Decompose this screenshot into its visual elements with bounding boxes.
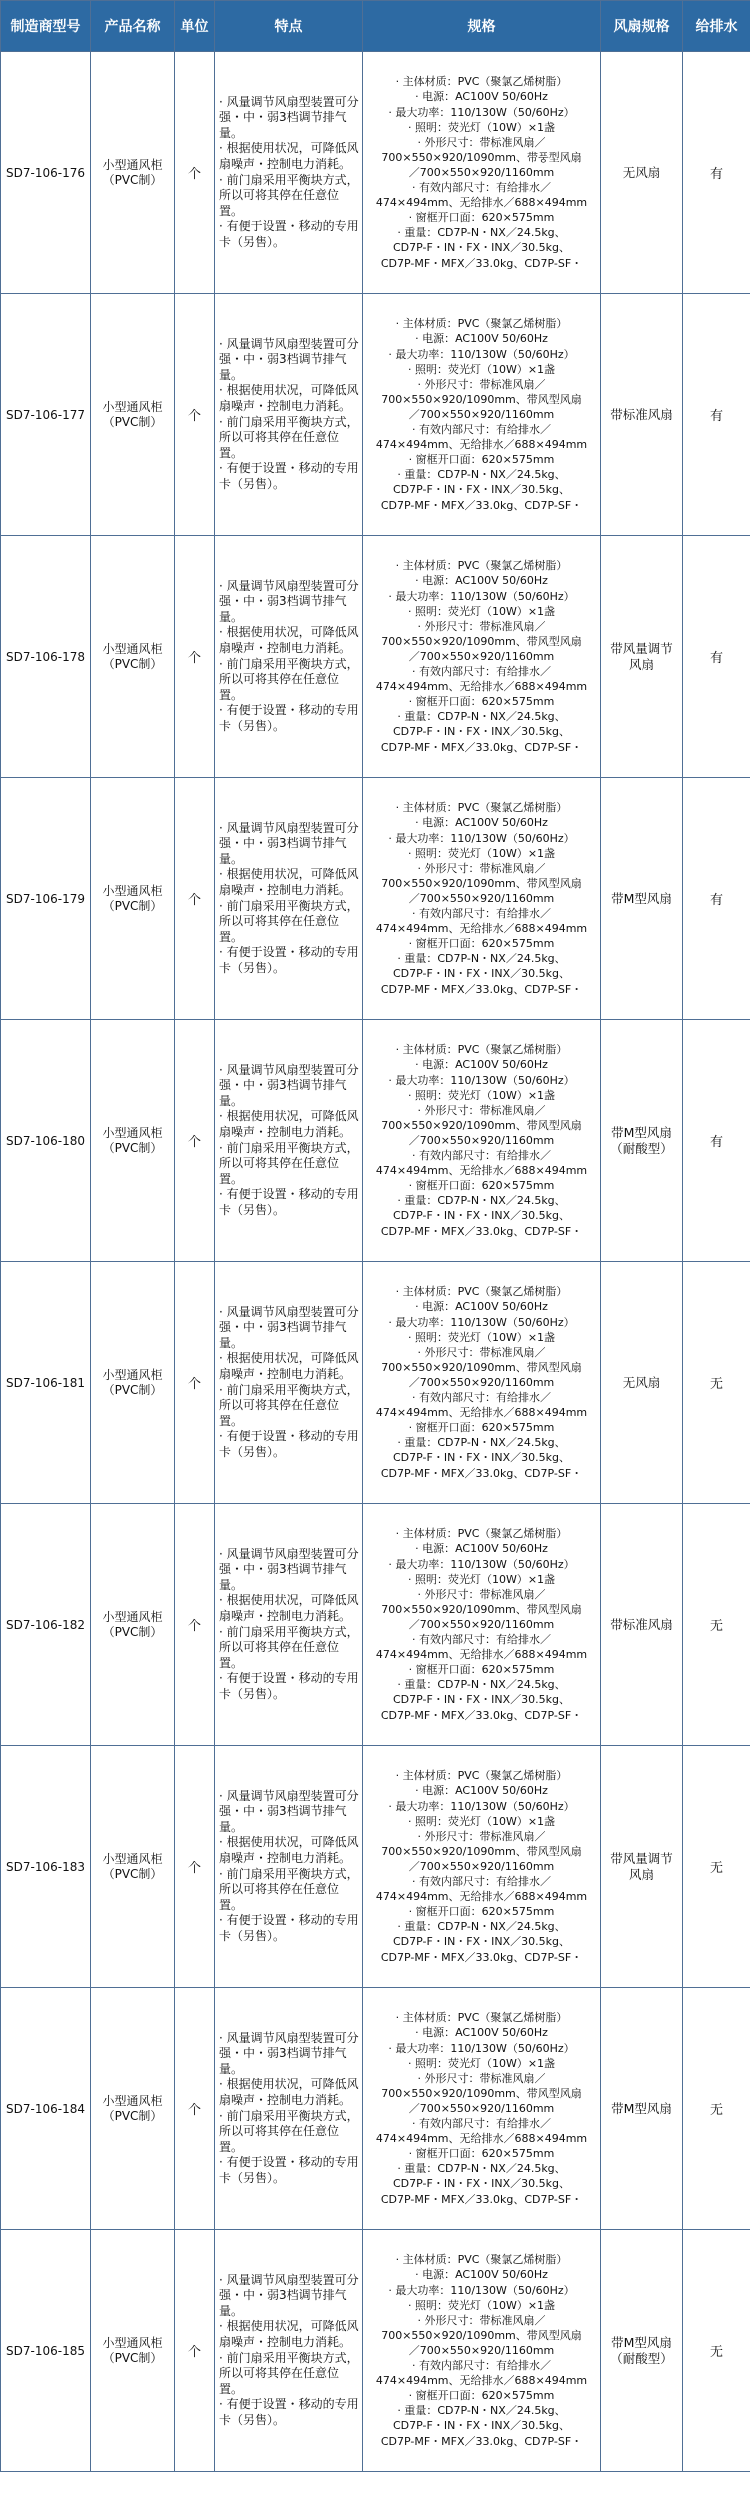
spec-line: · 外形尺寸：带标准风扇／ (417, 1829, 546, 1843)
spec-line: · 最大功率：110/130W（50/60Hz） (388, 1315, 575, 1329)
spec-line: · 照明：荧光灯（10W）×1盏 (407, 120, 556, 134)
product-name-line: 小型通风柜 (102, 1125, 163, 1140)
product-name-cell (91, 778, 175, 1020)
product-name-line: （PVC制） (102, 2108, 163, 2123)
table-body (1, 52, 750, 2472)
spec-line: · 外形尺寸：带标准风扇／ (417, 1345, 546, 1359)
fan-spec-cell (601, 52, 683, 294)
spec-line: ／700×550×920/1160mm (408, 1133, 555, 1147)
table-row (1, 1988, 750, 2230)
spec-line: · 有效内部尺寸：有给排水／ (412, 1391, 551, 1405)
water-cell: 有 (683, 294, 750, 536)
product-name-line: （PVC制） (102, 1140, 163, 1155)
feature-item: · 前门扇采用平衡块方式，所以可将其停在任意位置。 (219, 2350, 359, 2396)
table-row (1, 1746, 750, 1988)
product-name-cell (91, 1746, 175, 1988)
fan-spec-line: （耐酸型） (610, 1140, 673, 1156)
feature-item: · 有便于设置・移动的专用卡（另售）。 (219, 1671, 359, 1701)
spec-line: CD7P-F・IN・FX・INX／30.5kg、 (392, 2177, 571, 2191)
table-header (1, 1, 750, 52)
features-cell (215, 1988, 363, 2230)
spec-line: 474×494mm、无给排水／688×494mm (375, 680, 588, 694)
fan-spec-line: 带M型风扇 (611, 2100, 672, 2116)
spec-line: ／700×550×920/1160mm (408, 1617, 555, 1631)
feature-item: · 前门扇采用平衡块方式，所以可将其停在任意位置。 (219, 898, 359, 944)
header-row (1, 1, 750, 52)
spec-line: · 照明：荧光灯（10W）×1盏 (407, 604, 556, 618)
feature-item: · 风量调节风扇型装置可分强・中・弱3档调节排气量。 (219, 2030, 359, 2076)
spec-line: 474×494mm、无给排水／688×494mm (375, 1648, 588, 1662)
product-name-line: 小型通风柜 (102, 883, 163, 898)
feature-item: · 前门扇采用平衡块方式，所以可将其停在任意位置。 (219, 414, 359, 460)
product-name-cell (91, 1262, 175, 1504)
spec-cell (363, 1746, 601, 1988)
feature-item: · 前门扇采用平衡块方式，所以可将其停在任意位置。 (219, 1382, 359, 1428)
features-cell (215, 1020, 363, 1262)
spec-line: 474×494mm、无给排水／688×494mm (375, 2374, 588, 2388)
unit-cell: 个 (175, 536, 215, 778)
feature-item: · 风量调节风扇型装置可分强・中・弱3档调节排气量。 (219, 1546, 359, 1592)
unit-cell: 个 (175, 294, 215, 536)
feature-item: · 有便于设置・移动的专用卡（另售）。 (219, 703, 359, 733)
header-fan-spec: 风扇规格 (601, 1, 683, 52)
feature-item: · 风量调节风扇型装置可分强・中・弱3档调节排气量。 (219, 1062, 359, 1108)
feature-item: · 根据使用状况，可降低风扇噪声・控制电力消耗。 (219, 141, 359, 171)
spec-line: 474×494mm、无给排水／688×494mm (375, 1406, 588, 1420)
features-cell (215, 1746, 363, 1988)
water-cell: 无 (683, 1262, 750, 1504)
spec-line: 474×494mm、无给排水／688×494mm (375, 1164, 588, 1178)
unit-cell: 个 (175, 1504, 215, 1746)
fan-spec-line: 带标准风扇 (610, 1616, 673, 1632)
spec-line: · 外形尺寸：带标准风扇／ (417, 2313, 546, 2327)
spec-line: · 主体材质：PVC（聚氯乙烯树脂） (395, 317, 568, 331)
fan-spec-line: 带M型风扇 (611, 890, 672, 906)
features-cell (215, 536, 363, 778)
spec-cell (363, 1504, 601, 1746)
product-name-line: （PVC制） (102, 172, 163, 187)
feature-item: · 根据使用状况，可降低风扇噪声・控制电力消耗。 (219, 867, 359, 897)
fan-spec-cell (601, 294, 683, 536)
spec-line: · 最大功率：110/130W（50/60Hz） (388, 1557, 575, 1571)
spec-cell (363, 536, 601, 778)
spec-line: · 重量：CD7P-N・NX／24.5kg、 (397, 1194, 566, 1208)
feature-item: · 风量调节风扇型装置可分强・中・弱3档调节排气量。 (219, 820, 359, 866)
spec-cell (363, 294, 601, 536)
spec-line: · 有效内部尺寸：有给排水／ (412, 423, 551, 437)
spec-line: CD7P-F・IN・FX・INX／30.5kg、 (392, 483, 571, 497)
product-name-line: 小型通风柜 (102, 2335, 163, 2350)
feature-item: · 前门扇采用平衡块方式，所以可将其停在任意位置。 (219, 2108, 359, 2154)
spec-line: · 最大功率：110/130W（50/60Hz） (388, 105, 575, 119)
product-name-line: 小型通风柜 (102, 641, 163, 656)
feature-item: · 前门扇采用平衡块方式，所以可将其停在任意位置。 (219, 172, 359, 218)
table-row (1, 536, 750, 778)
spec-line: CD7P-F・IN・FX・INX／30.5kg、 (392, 1693, 571, 1707)
model-code-cell: SD7-106-181 (1, 1262, 91, 1504)
product-name-line: （PVC制） (102, 1382, 163, 1397)
model-code-cell: SD7-106-176 (1, 52, 91, 294)
spec-line: · 有效内部尺寸：有给排水／ (412, 181, 551, 195)
spec-line: ／700×550×920/1160mm (408, 2101, 555, 2115)
spec-line: CD7P-MF・MFX／33.0kg、CD7P-SF・ (380, 2434, 583, 2448)
feature-item: · 根据使用状况，可降低风扇噪声・控制电力消耗。 (219, 1835, 359, 1865)
spec-line: · 窗框开口面：620×575mm (408, 937, 555, 951)
fan-spec-line: 带M型风扇 (611, 2334, 672, 2350)
model-code-cell: SD7-106-180 (1, 1020, 91, 1262)
header-spec: 规格 (363, 1, 601, 52)
spec-line: · 有效内部尺寸：有给排水／ (412, 907, 551, 921)
fan-spec-line: 无风扇 (622, 164, 661, 180)
product-name-line: 小型通风柜 (102, 1609, 163, 1624)
spec-line: · 有效内部尺寸：有给排水／ (412, 2359, 551, 2373)
features-cell (215, 1262, 363, 1504)
spec-line: · 窗框开口面：620×575mm (408, 1421, 555, 1435)
header-model-code: 制造商型号 (1, 1, 91, 52)
table-row (1, 778, 750, 1020)
spec-line: CD7P-F・IN・FX・INX／30.5kg、 (392, 967, 571, 981)
spec-line: 700×550×920/1090mm、带风型风扇 (381, 634, 582, 648)
product-name-cell (91, 294, 175, 536)
feature-item: · 根据使用状况，可降低风扇噪声・控制电力消耗。 (219, 1351, 359, 1381)
spec-line: · 主体材质：PVC（聚氯乙烯树脂） (395, 2011, 568, 2025)
fan-spec-cell (601, 1262, 683, 1504)
spec-line: · 电源：AC100V 50/60Hz (415, 1058, 548, 1072)
feature-item: · 根据使用状况，可降低风扇噪声・控制电力消耗。 (219, 1593, 359, 1623)
fan-spec-line: 风扇 (628, 1866, 654, 1882)
feature-item: · 有便于设置・移动的专用卡（另售）。 (219, 945, 359, 975)
spec-line: · 窗框开口面：620×575mm (408, 453, 555, 467)
spec-line: · 有效内部尺寸：有给排水／ (412, 665, 551, 679)
spec-line: · 照明：荧光灯（10W）×1盏 (407, 2298, 556, 2312)
unit-cell: 个 (175, 52, 215, 294)
spec-line: · 最大功率：110/130W（50/60Hz） (388, 1073, 575, 1087)
model-code-cell: SD7-106-177 (1, 294, 91, 536)
spec-line: · 窗框开口面：620×575mm (408, 2147, 555, 2161)
unit-cell: 个 (175, 778, 215, 1020)
product-name-line: 小型通风柜 (102, 2093, 163, 2108)
spec-line: CD7P-F・IN・FX・INX／30.5kg、 (392, 241, 571, 255)
spec-line: · 照明：荧光灯（10W）×1盏 (407, 362, 556, 376)
spec-line: CD7P-F・IN・FX・INX／30.5kg、 (392, 1209, 571, 1223)
spec-line: · 最大功率：110/130W（50/60Hz） (388, 2283, 575, 2297)
feature-item: · 风量调节风扇型装置可分强・中・弱3档调节排气量。 (219, 1304, 359, 1350)
spec-line: · 窗框开口面：620×575mm (408, 695, 555, 709)
product-name-line: （PVC制） (102, 898, 163, 913)
spec-line: CD7P-F・IN・FX・INX／30.5kg、 (392, 1451, 571, 1465)
spec-line: · 最大功率：110/130W（50/60Hz） (388, 2041, 575, 2055)
water-cell: 有 (683, 536, 750, 778)
spec-line: · 重量：CD7P-N・NX／24.5kg、 (397, 1920, 566, 1934)
model-code-cell: SD7-106-185 (1, 2230, 91, 2472)
spec-cell (363, 1262, 601, 1504)
spec-line: · 主体材质：PVC（聚氯乙烯树脂） (395, 559, 568, 573)
spec-line: · 电源：AC100V 50/60Hz (415, 574, 548, 588)
feature-item: · 根据使用状况，可降低风扇噪声・控制电力消耗。 (219, 2319, 359, 2349)
water-cell: 有 (683, 1020, 750, 1262)
product-name-cell (91, 1988, 175, 2230)
fan-spec-cell (601, 1020, 683, 1262)
water-cell: 有 (683, 52, 750, 294)
fan-spec-line: 带风量调节 (610, 640, 673, 656)
spec-cell (363, 52, 601, 294)
spec-line: · 窗框开口面：620×575mm (408, 1179, 555, 1193)
unit-cell: 个 (175, 1020, 215, 1262)
model-code-cell: SD7-106-183 (1, 1746, 91, 1988)
spec-line: · 重量：CD7P-N・NX／24.5kg、 (397, 710, 566, 724)
feature-item: · 根据使用状况，可降低风扇噪声・控制电力消耗。 (219, 625, 359, 655)
unit-cell: 个 (175, 1988, 215, 2230)
spec-line: · 重量：CD7P-N・NX／24.5kg、 (397, 1678, 566, 1692)
spec-line: · 主体材质：PVC（聚氯乙烯树脂） (395, 1527, 568, 1541)
features-cell (215, 294, 363, 536)
spec-line: · 照明：荧光灯（10W）×1盏 (407, 2056, 556, 2070)
features-cell (215, 2230, 363, 2472)
header-product-name: 产品名称 (91, 1, 175, 52)
spec-line: · 重量：CD7P-N・NX／24.5kg、 (397, 468, 566, 482)
product-name-cell (91, 536, 175, 778)
spec-line: · 主体材质：PVC（聚氯乙烯树脂） (395, 75, 568, 89)
feature-item: · 有便于设置・移动的专用卡（另售）。 (219, 1429, 359, 1459)
table-row (1, 52, 750, 294)
spec-line: 700×550×920/1090mm、带风型风扇 (381, 1360, 582, 1374)
spec-line: 700×550×920/1090mm、带风型风扇 (381, 2328, 582, 2342)
spec-line: · 窗框开口面：620×575mm (408, 211, 555, 225)
feature-item: · 风量调节风扇型装置可分强・中・弱3档调节排气量。 (219, 336, 359, 382)
feature-item: · 有便于设置・移动的专用卡（另售）。 (219, 2397, 359, 2427)
spec-line: ／700×550×920/1160mm (408, 891, 555, 905)
fan-spec-line: 带风量调节 (610, 1850, 673, 1866)
features-cell (215, 52, 363, 294)
spec-line: · 有效内部尺寸：有给排水／ (412, 1149, 551, 1163)
spec-line: 700×550×920/1090mm、带风型风扇 (381, 876, 582, 890)
spec-line: 700×550×920/1090mm、带风型风扇 (381, 1602, 582, 1616)
spec-line: CD7P-MF・MFX／33.0kg、CD7P-SF・ (380, 740, 583, 754)
unit-cell: 个 (175, 1746, 215, 1988)
feature-item: · 根据使用状况，可降低风扇噪声・控制电力消耗。 (219, 1109, 359, 1139)
spec-line: ／700×550×920/1160mm (408, 165, 555, 179)
feature-item: · 有便于设置・移动的专用卡（另售）。 (219, 461, 359, 491)
feature-item: · 风量调节风扇型装置可分强・中・弱3档调节排气量。 (219, 94, 359, 140)
table-row (1, 1262, 750, 1504)
fan-spec-cell (601, 1746, 683, 1988)
feature-item: · 根据使用状况，可降低风扇噪声・控制电力消耗。 (219, 2077, 359, 2107)
spec-line: 474×494mm、无给排水／688×494mm (375, 922, 588, 936)
spec-line: · 主体材质：PVC（聚氯乙烯树脂） (395, 1043, 568, 1057)
product-name-line: 小型通风柜 (102, 1851, 163, 1866)
spec-line: · 窗框开口面：620×575mm (408, 2389, 555, 2403)
spec-cell (363, 1988, 601, 2230)
header-features: 特点 (215, 1, 363, 52)
spec-line: · 外形尺寸：带标准风扇／ (417, 1103, 546, 1117)
spec-line: · 电源：AC100V 50/60Hz (415, 90, 548, 104)
spec-line: CD7P-F・IN・FX・INX／30.5kg、 (392, 1935, 571, 1949)
product-name-line: 小型通风柜 (102, 399, 163, 414)
fan-spec-cell (601, 2230, 683, 2472)
feature-item: · 有便于设置・移动的专用卡（另售）。 (219, 2155, 359, 2185)
feature-item: · 前门扇采用平衡块方式，所以可将其停在任意位置。 (219, 1866, 359, 1912)
fan-spec-line: （耐酸型） (610, 2350, 673, 2366)
feature-item: · 根据使用状况，可降低风扇噪声・控制电力消耗。 (219, 383, 359, 413)
spec-line: · 有效内部尺寸：有给排水／ (412, 1633, 551, 1647)
spec-line: · 主体材质：PVC（聚氯乙烯树脂） (395, 1769, 568, 1783)
features-cell (215, 778, 363, 1020)
spec-line: · 电源：AC100V 50/60Hz (415, 816, 548, 830)
product-name-cell (91, 1504, 175, 1746)
spec-line: · 最大功率：110/130W（50/60Hz） (388, 1799, 575, 1813)
water-cell: 无 (683, 2230, 750, 2472)
fan-spec-line: 风扇 (628, 656, 654, 672)
table-row (1, 2230, 750, 2472)
spec-line: · 照明：荧光灯（10W）×1盏 (407, 1814, 556, 1828)
feature-item: · 风量调节风扇型装置可分强・中・弱3档调节排气量。 (219, 2272, 359, 2318)
spec-line: 474×494mm、无给排水／688×494mm (375, 438, 588, 452)
model-code-cell: SD7-106-184 (1, 1988, 91, 2230)
spec-line: · 照明：荧光灯（10W）×1盏 (407, 1572, 556, 1586)
water-cell: 无 (683, 1746, 750, 1988)
fan-spec-line: 带M型风扇 (611, 1124, 672, 1140)
fan-spec-cell (601, 536, 683, 778)
feature-item: · 前门扇采用平衡块方式，所以可将其停在任意位置。 (219, 656, 359, 702)
unit-cell: 个 (175, 2230, 215, 2472)
spec-line: · 电源：AC100V 50/60Hz (415, 1542, 548, 1556)
features-cell (215, 1504, 363, 1746)
feature-item: · 有便于设置・移动的专用卡（另售）。 (219, 219, 359, 249)
water-cell: 无 (683, 1504, 750, 1746)
fan-spec-line: 带标准风扇 (610, 406, 673, 422)
spec-line: CD7P-MF・MFX／33.0kg、CD7P-SF・ (380, 256, 583, 270)
spec-line: 700×550×920/1090mm、带风型风扇 (381, 2086, 582, 2100)
product-name-line: （PVC制） (102, 414, 163, 429)
model-code-cell: SD7-106-182 (1, 1504, 91, 1746)
header-water: 给排水 (683, 1, 750, 52)
spec-line: CD7P-MF・MFX／33.0kg、CD7P-SF・ (380, 1224, 583, 1238)
spec-line: · 最大功率：110/130W（50/60Hz） (388, 589, 575, 603)
spec-line: · 外形尺寸：带标准风扇／ (417, 135, 546, 149)
spec-line: · 重量：CD7P-N・NX／24.5kg、 (397, 2162, 566, 2176)
spec-line: · 主体材质：PVC（聚氯乙烯树脂） (395, 801, 568, 815)
spec-line: · 重量：CD7P-N・NX／24.5kg、 (397, 226, 566, 240)
spec-line: 700×550×920/1090mm、带풍型风扇 (381, 150, 582, 164)
spec-line: · 电源：AC100V 50/60Hz (415, 1784, 548, 1798)
spec-line: · 最大功率：110/130W（50/60Hz） (388, 347, 575, 361)
spec-line: · 主体材质：PVC（聚氯乙烯树脂） (395, 2253, 568, 2267)
spec-line: CD7P-MF・MFX／33.0kg、CD7P-SF・ (380, 498, 583, 512)
spec-cell (363, 778, 601, 1020)
feature-item: · 有便于设置・移动的专用卡（另售）。 (219, 1187, 359, 1217)
fan-spec-line: 无风扇 (622, 1374, 661, 1390)
product-name-line: 小型通风柜 (102, 1367, 163, 1382)
spec-line: CD7P-MF・MFX／33.0kg、CD7P-SF・ (380, 1950, 583, 1964)
spec-line: CD7P-MF・MFX／33.0kg、CD7P-SF・ (380, 1708, 583, 1722)
spec-line: ／700×550×920/1160mm (408, 2343, 555, 2357)
spec-line: · 照明：荧光灯（10W）×1盏 (407, 1330, 556, 1344)
spec-line: ／700×550×920/1160mm (408, 1375, 555, 1389)
spec-line: · 主体材质：PVC（聚氯乙烯树脂） (395, 1285, 568, 1299)
fan-spec-cell (601, 778, 683, 1020)
spec-line: · 窗框开口面：620×575mm (408, 1905, 555, 1919)
spec-line: 474×494mm、无给排水／688×494mm (375, 1890, 588, 1904)
spec-line: 700×550×920/1090mm、带风型风扇 (381, 1844, 582, 1858)
product-name-line: （PVC制） (102, 656, 163, 671)
product-name-cell (91, 2230, 175, 2472)
spec-cell (363, 2230, 601, 2472)
spec-line: 700×550×920/1090mm、带风型风扇 (381, 392, 582, 406)
product-name-line: 小型通风柜 (102, 157, 163, 172)
spec-line: · 重量：CD7P-N・NX／24.5kg、 (397, 952, 566, 966)
spec-line: CD7P-MF・MFX／33.0kg、CD7P-SF・ (380, 982, 583, 996)
model-code-cell: SD7-106-178 (1, 536, 91, 778)
table-row (1, 1020, 750, 1262)
spec-line: 474×494mm、无给排水／688×494mm (375, 196, 588, 210)
spec-line: 474×494mm、无给排水／688×494mm (375, 2132, 588, 2146)
feature-item: · 风量调节风扇型装置可分强・中・弱3档调节排气量。 (219, 1788, 359, 1834)
product-name-line: （PVC制） (102, 1866, 163, 1881)
fan-spec-cell (601, 1988, 683, 2230)
spec-line: · 照明：荧光灯（10W）×1盏 (407, 1088, 556, 1102)
spec-line: CD7P-MF・MFX／33.0kg、CD7P-SF・ (380, 2192, 583, 2206)
fan-spec-cell (601, 1504, 683, 1746)
spec-line: · 电源：AC100V 50/60Hz (415, 332, 548, 346)
spec-line: · 最大功率：110/130W（50/60Hz） (388, 831, 575, 845)
unit-cell: 个 (175, 1262, 215, 1504)
spec-line: · 照明：荧光灯（10W）×1盏 (407, 846, 556, 860)
spec-line: · 重量：CD7P-N・NX／24.5kg、 (397, 2404, 566, 2418)
spec-line: · 电源：AC100V 50/60Hz (415, 1300, 548, 1314)
spec-cell (363, 1020, 601, 1262)
spec-line: · 外形尺寸：带标准风扇／ (417, 861, 546, 875)
model-code-cell: SD7-106-179 (1, 778, 91, 1020)
feature-item: · 前门扇采用平衡块方式，所以可将其停在任意位置。 (219, 1140, 359, 1186)
spec-line: · 电源：AC100V 50/60Hz (415, 2268, 548, 2282)
spec-line: · 电源：AC100V 50/60Hz (415, 2026, 548, 2040)
spec-line: ／700×550×920/1160mm (408, 407, 555, 421)
feature-item: · 前门扇采用平衡块方式，所以可将其停在任意位置。 (219, 1624, 359, 1670)
header-unit: 单位 (175, 1, 215, 52)
table-row (1, 1504, 750, 1746)
feature-item: · 风量调节风扇型装置可分强・中・弱3档调节排气量。 (219, 578, 359, 624)
spec-line: · 外形尺寸：带标准风扇／ (417, 377, 546, 391)
spec-line: · 有效内部尺寸：有给排水／ (412, 1875, 551, 1889)
product-name-line: （PVC制） (102, 2350, 163, 2365)
spec-line: · 有效内部尺寸：有给排水／ (412, 2117, 551, 2131)
spec-line: CD7P-MF・MFX／33.0kg、CD7P-SF・ (380, 1466, 583, 1480)
spec-line: CD7P-F・IN・FX・INX／30.5kg、 (392, 2419, 571, 2433)
spec-line: CD7P-F・IN・FX・INX／30.5kg、 (392, 725, 571, 739)
feature-item: · 有便于设置・移动的专用卡（另售）。 (219, 1913, 359, 1943)
product-name-cell (91, 52, 175, 294)
product-name-cell (91, 1020, 175, 1262)
table-row (1, 294, 750, 536)
spec-line: · 重量：CD7P-N・NX／24.5kg、 (397, 1436, 566, 1450)
spec-line: · 外形尺寸：带标准风扇／ (417, 619, 546, 633)
water-cell: 有 (683, 778, 750, 1020)
product-name-line: （PVC制） (102, 1624, 163, 1639)
water-cell: 无 (683, 1988, 750, 2230)
spec-line: · 窗框开口面：620×575mm (408, 1663, 555, 1677)
spec-line: ／700×550×920/1160mm (408, 1859, 555, 1873)
spec-line: · 外形尺寸：带标准风扇／ (417, 1587, 546, 1601)
spec-line: 700×550×920/1090mm、带风型风扇 (381, 1118, 582, 1132)
spec-line: · 外形尺寸：带标准风扇／ (417, 2071, 546, 2085)
spec-line: ／700×550×920/1160mm (408, 649, 555, 663)
